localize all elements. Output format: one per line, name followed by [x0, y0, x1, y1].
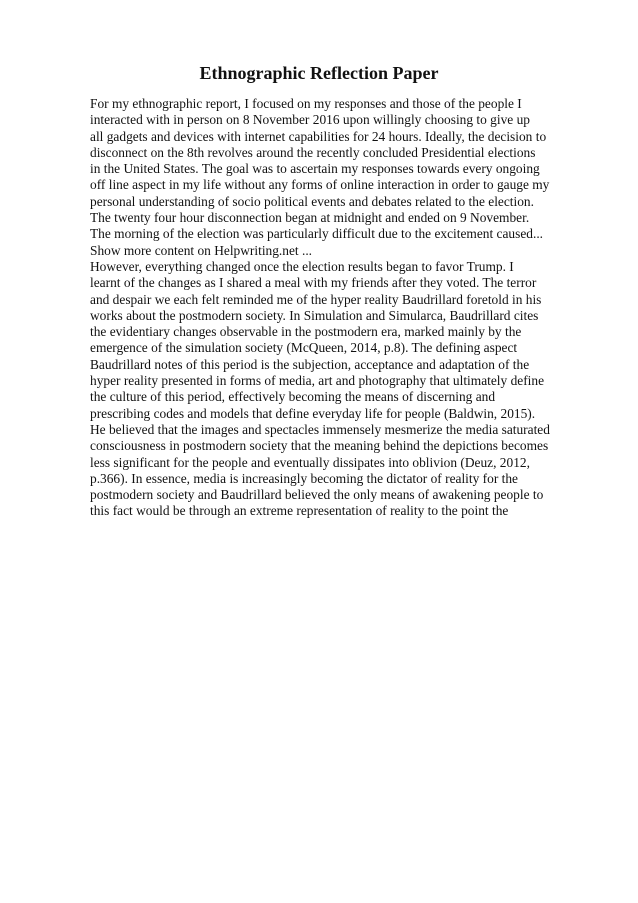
body-line: the culture of this period, effectively becoming the means of discerning and: [90, 389, 496, 405]
body-line: The twenty four hour disconnection began at midnight and ended on 9 November.: [90, 210, 530, 226]
body-line: disconnect on the 8th revolves around the recently concluded Presidential elections: [90, 144, 536, 160]
body-line: prescribing codes and models that define everyday life for people (Baldwin, 2015).: [90, 405, 536, 421]
body-line: Baudrillard notes of this period is the subjection, acceptance and adaptation of the: [90, 356, 530, 372]
body-line: learnt of the changes as I shared a meal with my friends after they voted. The terror: [90, 275, 537, 291]
document-title: Ethnographic Reflection Paper: [199, 63, 439, 83]
body-line: p.366). In essence, media is increasingly becoming the dictator of reality for the: [90, 470, 518, 486]
show-more-link[interactable]: Show more content on Helpwriting.net ...: [90, 242, 313, 258]
body-line: The morning of the election was particularly difficult due to the excitement caused...: [90, 226, 544, 242]
body-line: interacted with in person on 8 November 2016 upon willingly choosing to give up: [90, 112, 530, 128]
body-line: in the United States. The goal was to ascertain my responses towards every ongoing: [90, 161, 540, 177]
body-line: consciousness in postmodern society that the meaning behind the depictions becomes: [90, 438, 549, 454]
document-body: [90, 96, 610, 520]
body-line: off line aspect in my life without any forms of online interaction in order to gauge my: [90, 177, 550, 193]
body-line: this fact would be through an extreme representation of reality to the point the: [90, 503, 509, 519]
body-line: personal understanding of socio political events and debates related to the election.: [90, 193, 534, 209]
body-line: the evidentiary changes observable in the postmodern era, marked mainly by the: [90, 324, 522, 340]
body-line: He believed that the images and spectacles immensely mesmerize the media saturated: [90, 421, 550, 437]
body-line: works about the postmodern society. In Simulation and Simularca, Baudrillard cites: [90, 307, 539, 323]
body-line: and despair we each felt reminded me of the hyper reality Baudrillard foretold in his: [90, 291, 542, 307]
body-line: all gadgets and devices with internet capabilities for 24 hours. Ideally, the decision to: [90, 128, 547, 144]
body-line: less significant for the people and eventually dissipates into oblivion (Deuz, 2012,: [90, 454, 530, 470]
body-line: emergence of the simulation society (McQueen, 2014, p.8). The defining aspect: [90, 340, 518, 356]
body-line: postmodern society and Baudrillard believed the only means of awakening people to: [90, 487, 544, 503]
body-line: For my ethnographic report, I focused on my responses and those of the people I: [90, 96, 522, 111]
body-line: hyper reality presented in forms of media, art and photography that ultimately define: [90, 373, 545, 389]
body-line: However, everything changed once the election results began to favor Trump. I: [90, 258, 514, 274]
